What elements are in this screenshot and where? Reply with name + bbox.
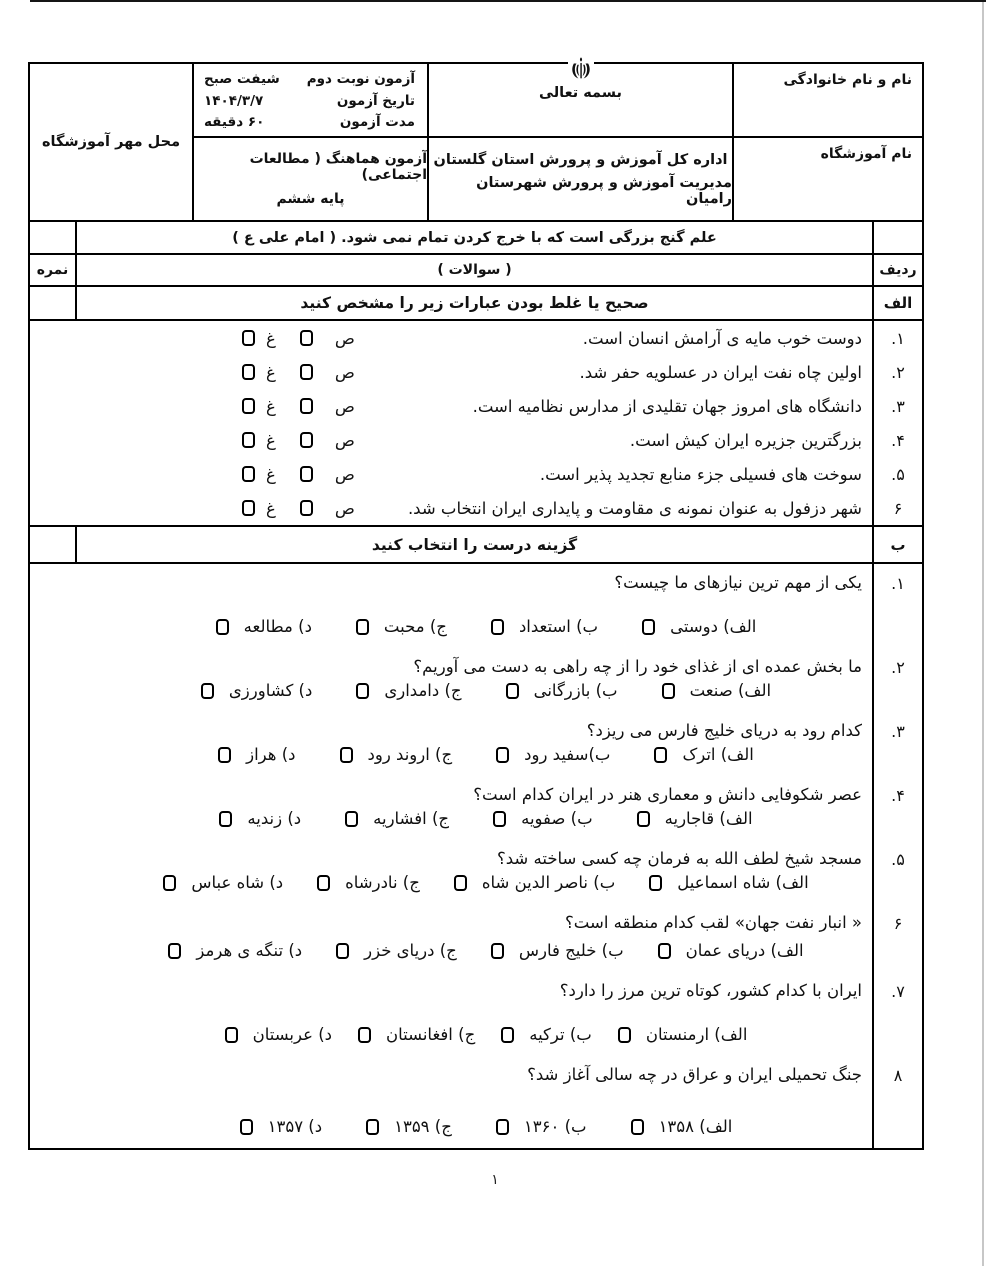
questions-column-header: ( سوالات ) [437, 262, 512, 278]
row-number: ۱. [891, 328, 905, 348]
tf-question-1 [30, 321, 872, 355]
row-number: ۵. [891, 850, 905, 869]
row-number: ۲. [891, 362, 905, 382]
option-c [345, 809, 449, 828]
page-number: ۱ [491, 1172, 499, 1188]
option-label: ج) دامداری [384, 681, 462, 700]
school-stamp-label: محل مهر آموزشگاه [41, 134, 181, 150]
option-checkbox-icon[interactable] [163, 875, 176, 891]
tf-answer-group [242, 431, 355, 450]
option-checkbox-icon[interactable] [340, 747, 353, 763]
option-label: د) هراز [246, 745, 296, 764]
false-checkbox-icon[interactable] [242, 432, 255, 448]
section-a-id: الف [872, 287, 922, 319]
option-a [649, 873, 808, 892]
option-checkbox-icon[interactable] [496, 747, 509, 763]
true-checkbox-icon[interactable] [300, 500, 313, 516]
tf-answer-group [242, 499, 355, 518]
option-a [637, 809, 753, 828]
tf-question-6 [30, 491, 872, 525]
section-a-title: صحیح یا غلط بودن عبارات زیر را مشخص کنید [300, 294, 649, 312]
mc-question-text: یکی از مهم ترین نیازهای ما چیست؟ [614, 573, 862, 592]
tf-question-text: بزرگترین جزیره ایران کیش است. [629, 430, 862, 450]
exam-round-label: آزمون نوبت دوم [306, 71, 415, 87]
option-checkbox-icon[interactable] [366, 1119, 379, 1135]
row-number: ۸ [893, 1066, 903, 1085]
option-label: الف) اترک [682, 745, 754, 764]
mc-options [40, 873, 862, 892]
false-checkbox-icon[interactable] [242, 364, 255, 380]
option-b [496, 1117, 587, 1136]
section-a-title-row [30, 287, 922, 321]
false-label: غ [266, 430, 276, 450]
option-checkbox-icon[interactable] [216, 619, 229, 635]
row-number: ۵. [891, 464, 905, 484]
mc-question-6 [30, 904, 872, 972]
option-label: الف) شاه اسماعیل [677, 873, 809, 892]
exam-info-cell [192, 64, 427, 136]
tf-answer-group [242, 329, 355, 348]
column-header-row [30, 255, 922, 287]
school-name-field [732, 136, 922, 220]
mc-question-2 [30, 648, 872, 712]
mc-question-5 [30, 840, 872, 904]
true-checkbox-icon[interactable] [300, 432, 313, 448]
row-number: ۳. [891, 722, 905, 741]
true-label: ص [334, 328, 355, 348]
option-checkbox-icon[interactable] [240, 1119, 253, 1135]
option-a [618, 1025, 748, 1044]
option-checkbox-icon[interactable] [218, 747, 231, 763]
scan-artifact-top-line [30, 0, 986, 2]
option-label: د) کشاورزی [228, 681, 313, 700]
exam-date-value: ۱۴۰۴/۳/۷ [204, 92, 264, 109]
row-number: ۴. [891, 430, 905, 450]
option-checkbox-icon[interactable] [496, 1119, 509, 1135]
row-number: ۱. [891, 574, 905, 593]
option-label: الف) ارمنستان [645, 1025, 748, 1044]
option-label: الف) دوستی [670, 617, 757, 636]
option-d [163, 873, 283, 892]
option-b [491, 617, 598, 636]
row-number: ۶ [893, 914, 903, 933]
option-label: ج) محبت [383, 617, 447, 636]
option-checkbox-icon[interactable] [201, 683, 214, 699]
section-a-row-numbers [872, 321, 922, 525]
tf-question-4 [30, 423, 872, 457]
tf-answer-group [242, 465, 355, 484]
option-checkbox-icon[interactable] [642, 619, 655, 635]
option-label: ج) افغانستان [386, 1025, 476, 1044]
true-label: ص [334, 362, 355, 382]
option-a [654, 745, 753, 764]
true-label: ص [334, 396, 355, 416]
option-label: د) شاه عباس [191, 873, 284, 892]
section-a-score-cell [30, 287, 77, 319]
true-checkbox-icon[interactable] [300, 364, 313, 380]
true-label: ص [334, 464, 355, 484]
row-number: ۲. [891, 658, 905, 677]
option-b [496, 745, 610, 764]
option-label: ب) بازرگانی [533, 681, 618, 700]
exam-duration-value: ۶۰ دقیقه [204, 114, 265, 131]
option-b [493, 809, 593, 828]
option-checkbox-icon[interactable] [345, 811, 358, 827]
option-checkbox-icon[interactable] [317, 875, 330, 891]
option-checkbox-icon[interactable] [658, 943, 671, 959]
mc-options [40, 681, 862, 700]
false-label: غ [266, 328, 276, 348]
tf-answer-group [242, 363, 355, 382]
option-checkbox-icon[interactable] [356, 619, 369, 635]
option-label: ج) ۱۳۵۹ [394, 1117, 452, 1136]
tf-question-5 [30, 457, 872, 491]
option-checkbox-icon[interactable] [219, 811, 232, 827]
option-label: ب) ناصر الدین شاه [481, 873, 616, 892]
tf-question-3 [30, 389, 872, 423]
option-c [336, 941, 457, 960]
mc-question-8 [30, 1056, 872, 1148]
mc-question-text: کدام رود به دریای خلیج فارس می ریزد؟ [586, 721, 862, 740]
option-checkbox-icon[interactable] [618, 1027, 631, 1043]
option-label: د) مطالعه [243, 617, 312, 636]
mc-options [40, 745, 862, 764]
option-c [356, 617, 447, 636]
option-b [506, 681, 618, 700]
school-name-label: نام آموزشگاه [820, 146, 912, 162]
mc-question-text: « انبار نفت جهان» لقب کدام منطقه است؟ [565, 913, 862, 932]
section-a-block [30, 321, 922, 527]
section-b-questions [30, 564, 872, 1148]
false-label: غ [266, 396, 276, 416]
option-checkbox-icon[interactable] [225, 1027, 238, 1043]
option-label: د) عربستان [252, 1025, 332, 1044]
false-checkbox-icon[interactable] [242, 330, 255, 346]
option-c [317, 873, 420, 892]
false-checkbox-icon[interactable] [242, 398, 255, 414]
option-label: الف) قاجاریه [664, 809, 753, 828]
option-checkbox-icon[interactable] [454, 875, 467, 891]
section-b-row-numbers [872, 564, 922, 1148]
section-b-block [30, 564, 922, 1148]
row-number: ۶ [893, 498, 903, 518]
quote-row [30, 222, 922, 255]
option-checkbox-icon[interactable] [506, 683, 519, 699]
option-label: الف) صنعت [689, 681, 772, 700]
option-d [216, 617, 312, 636]
true-label: ص [334, 430, 355, 450]
option-checkbox-icon[interactable] [649, 875, 662, 891]
basmala-text: بسمه تعالی [539, 85, 622, 101]
option-label: ب) استعداد [518, 617, 599, 636]
option-b [501, 1025, 592, 1044]
mc-question-4 [30, 776, 872, 840]
false-checkbox-icon[interactable] [242, 466, 255, 482]
mc-options [40, 809, 862, 828]
row-number: ۴. [891, 786, 905, 805]
row-column-header: ردیف [872, 255, 922, 285]
exam-title: آزمون هماهنگ ( مطالعات اجتماعی) [249, 151, 427, 183]
option-checkbox-icon[interactable] [631, 1119, 644, 1135]
option-label: ب) صفویه [521, 809, 593, 828]
org-line-1: اداره کل آموزش و پرورش استان گلستان [433, 151, 728, 168]
section-b-id: ب [872, 527, 922, 562]
exam-date-label: تاریخ آزمون [336, 92, 415, 109]
mc-question-text: مسجد شیخ لطف الله به فرمان چه کسی ساخته شد؟ [497, 849, 862, 868]
option-d [218, 745, 295, 764]
score-column-header: نمره [30, 255, 77, 285]
tf-question-text: دوست خوب مایه ی آرامش انسان است. [582, 328, 862, 348]
option-b [454, 873, 615, 892]
option-checkbox-icon[interactable] [356, 683, 369, 699]
option-d [168, 941, 302, 960]
option-checkbox-icon[interactable] [493, 811, 506, 827]
header-table [28, 62, 924, 222]
option-a [662, 681, 772, 700]
option-checkbox-icon[interactable] [662, 683, 675, 699]
section-a-questions [30, 321, 872, 525]
row-number: ۳. [891, 396, 905, 416]
true-checkbox-icon[interactable] [300, 330, 313, 346]
true-label: ص [334, 498, 355, 518]
school-stamp-area [30, 64, 192, 220]
option-label: ج) نادرشاه [345, 873, 420, 892]
iran-emblem-icon [568, 55, 594, 85]
mc-question-text: عصر شکوفایی دانش و معماری هنر در ایران کدام است؟ [473, 785, 862, 804]
student-name-field [732, 64, 922, 136]
option-checkbox-icon[interactable] [501, 1027, 514, 1043]
true-checkbox-icon[interactable] [300, 398, 313, 414]
org-line-2: مدیریت آموزش و پرورش شهرستان رامیان [476, 174, 732, 207]
option-c [358, 1025, 475, 1044]
tf-question-text: سوخت های فسیلی جزء منابع تجدید پذیر است. [539, 464, 862, 484]
false-checkbox-icon[interactable] [242, 500, 255, 516]
mc-question-text: ایران با کدام کشور، کوتاه ترین مرز را دارد؟ [559, 981, 862, 1000]
option-d [225, 1025, 332, 1044]
option-label: ب) خلیج فارس [518, 941, 624, 960]
mc-options [40, 1025, 862, 1044]
student-name-label: نام و نام خانوادگی [783, 72, 912, 88]
option-b [491, 941, 624, 960]
mc-question-1 [30, 564, 872, 648]
false-label: غ [266, 362, 276, 382]
option-a [642, 617, 756, 636]
option-checkbox-icon[interactable] [637, 811, 650, 827]
exam-duration-line [204, 113, 415, 132]
mc-options [40, 941, 862, 960]
option-label: ب)سفید رود [524, 745, 611, 764]
tf-answer-group [242, 397, 355, 416]
questions-table [28, 222, 924, 1150]
option-label: ب) ۱۳۶۰ [523, 1117, 587, 1136]
mc-question-7 [30, 972, 872, 1056]
option-label: ج) اروند رود [367, 745, 453, 764]
mc-options [40, 617, 862, 636]
option-c [356, 681, 461, 700]
scan-artifact-page-edge [982, 2, 984, 1266]
section-b-title: گزینه درست را انتخاب کنید [371, 535, 578, 554]
tf-question-2 [30, 355, 872, 389]
exam-grade: پایه ششم [276, 191, 345, 207]
mc-question-text: جنگ تحمیلی ایران و عراق در چه سالی آغاز شد؟ [527, 1065, 862, 1084]
row-number: ۷. [891, 982, 905, 1001]
option-d [219, 809, 301, 828]
exam-title-cell [192, 136, 427, 220]
option-checkbox-icon[interactable] [336, 943, 349, 959]
basmala-cell [427, 64, 732, 136]
option-label: ج) دریای خزر [364, 941, 457, 960]
section-b-score-cell [30, 527, 77, 562]
organization-cell [427, 136, 732, 220]
option-label: ج) افشاریه [373, 809, 450, 828]
option-checkbox-icon[interactable] [491, 619, 504, 635]
option-label: الف) ۱۳۵۸ [658, 1117, 733, 1136]
quote-rownum-cell [872, 222, 922, 253]
section-b-title-row [30, 527, 922, 564]
exam-shift-value: شیفت صبح [204, 71, 280, 87]
option-a [658, 941, 804, 960]
tf-question-text: دانشگاه های امروز جهان تقلیدی از مدارس نظامیه است. [472, 396, 862, 416]
tf-question-text: شهر دزفول به عنوان نمونه ی مقاومت و پایداری ایران انتخاب شد. [407, 498, 862, 518]
option-d [240, 1117, 322, 1136]
exam-round-line [204, 70, 415, 89]
option-checkbox-icon[interactable] [491, 943, 504, 959]
exam-sheet [28, 62, 924, 1150]
false-label: غ [266, 464, 276, 484]
quote-score-cell [30, 222, 77, 253]
false-label: غ [266, 498, 276, 518]
option-label: د) تنگه ی هرمز [196, 941, 303, 960]
option-label: د) ۱۳۵۷ [267, 1117, 323, 1136]
option-label: ب) ترکیه [529, 1025, 592, 1044]
option-c [366, 1117, 452, 1136]
exam-duration-label: مدت آزمون [339, 114, 415, 131]
mc-question-3 [30, 712, 872, 776]
option-d [201, 681, 312, 700]
option-a [631, 1117, 733, 1136]
quote-text: علم گنج بزرگی است که با خرج کردن تمام نمی شود. ( امام علی ع ) [232, 229, 717, 246]
true-checkbox-icon[interactable] [300, 466, 313, 482]
mc-options [40, 1117, 862, 1136]
mc-question-text: ما بخش عمده ای از غذای خود را از چه راهی به دست می آوریم؟ [413, 657, 862, 676]
option-checkbox-icon[interactable] [654, 747, 667, 763]
option-checkbox-icon[interactable] [358, 1027, 371, 1043]
tf-question-text: اولین چاه نفت ایران در عسلویه حفر شد. [579, 362, 862, 382]
exam-date-line [204, 92, 415, 111]
option-checkbox-icon[interactable] [168, 943, 181, 959]
option-c [340, 745, 453, 764]
option-label: الف) دریای عمان [685, 941, 804, 960]
option-label: د) زندیه [247, 809, 302, 828]
